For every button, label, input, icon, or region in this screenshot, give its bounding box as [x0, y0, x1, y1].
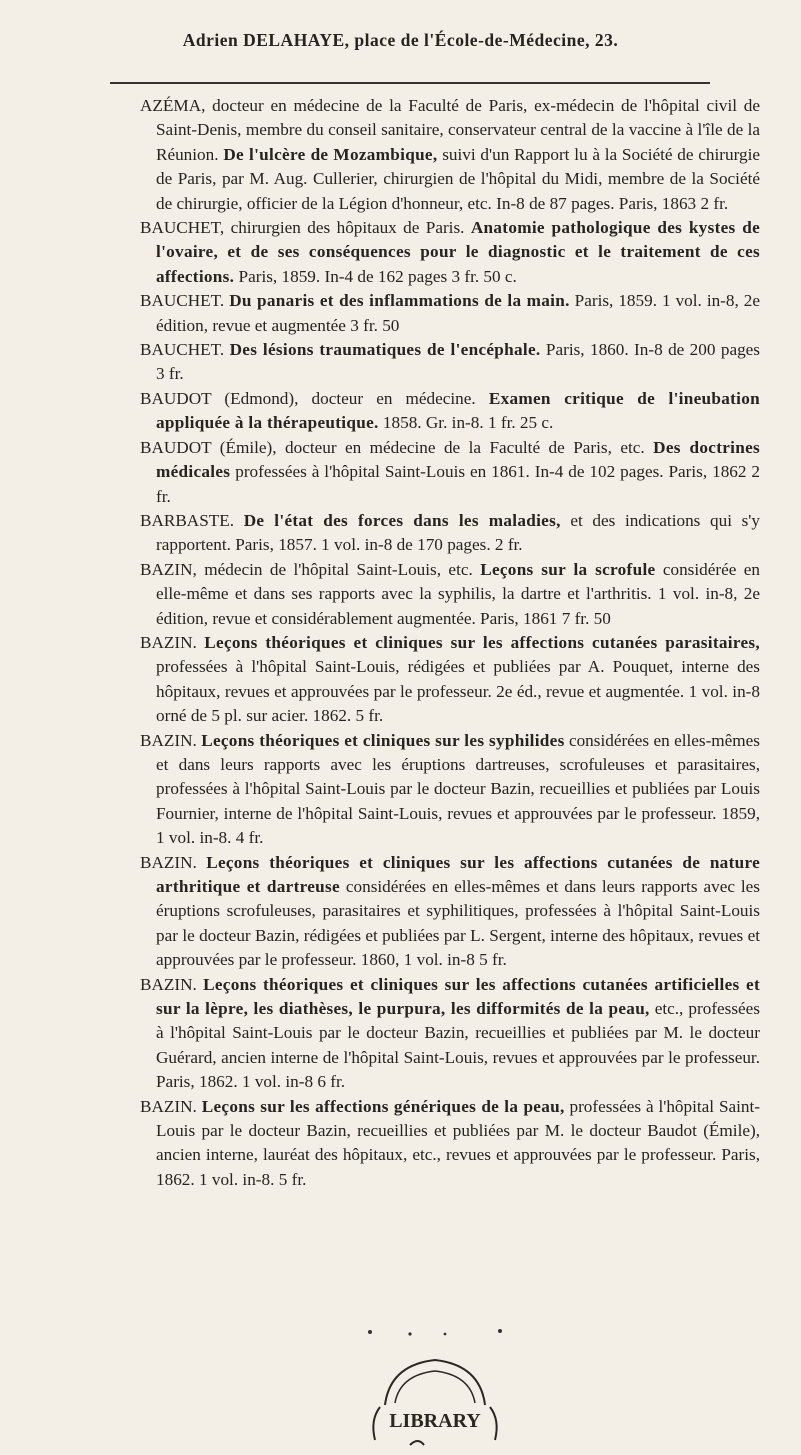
entry-price: 5 fr.: [355, 706, 384, 726]
entry-description: (Émile), docteur en médecine de la Faculté de Paris, etc.: [211, 437, 654, 457]
entry-author: BAUCHET.: [140, 291, 225, 311]
page-header: Adrien DELAHAYE, place de l'École-de-Médecine, 23.: [182, 30, 619, 50]
entry-description: docteur en médecine de la Faculté de Paris, ex-médecin de l'hôpital civil de Saint-Denis, membre du conseil sanitaire, conservateur central de la vaccine à l'île de la Réunion.: [156, 96, 760, 164]
entry-details: professées à l'hôpital Saint-Louis en 1861. In-4 de 102 pages. Paris, 1862: [230, 462, 747, 482]
stamp-label: LIBRARY: [389, 1410, 481, 1432]
entry-title: Anatomie pathologique des kystes de l'ovaire, et de ses conséquences pour le diagnostic et le traitement de ces affections.: [156, 218, 760, 286]
entry-details: professées à l'hôpital Saint-Louis, rédigées et publiées par A. Pouquet, interne des hôpitaux, revues et approuvées par le professeur. 2e éd., revue et augmentée. 1 vol. in-8 orné de 5 pl. sur acier. 1862.: [156, 657, 760, 726]
header-rule: [110, 82, 710, 84]
entry-author: BAZIN.: [140, 632, 197, 652]
entry-author: BAZIN.: [140, 974, 197, 994]
entry-title: Du panaris et des inflammations de la main.: [229, 291, 570, 311]
entry-details: professées à l'hôpital Saint-Louis par le docteur Bazin, recueillies et publiées par M. le docteur Baudot (Émile), ancien interne, lauréat des hôpitaux, etc., revues et approuvées par le professeur. Paris, 1862. 1 vol. in-8.: [156, 1096, 761, 1189]
entry-description: chirurgien des hôpitaux de Paris.: [224, 218, 471, 238]
entry-price: 3 fr. 50: [350, 315, 400, 335]
entry-author: BAZIN.: [140, 730, 197, 750]
catalogue-entry: [140, 631, 760, 729]
ink-marks: [350, 1322, 520, 1342]
entry-title: Leçons sur la scrofule: [480, 559, 656, 579]
catalogue-entry: [140, 94, 760, 216]
entry-details: Paris, 1860. In-8 de 200 pages: [540, 340, 760, 360]
entry-title: Examen critique de l'ineubation appliquée à la thérapeutique.: [156, 388, 760, 433]
entry-price: 1 fr. 25 c.: [487, 413, 554, 433]
entry-title: De l'ulcère de Mozambique,: [223, 144, 438, 164]
entry-title: Leçons théoriques et cliniques sur les affections cutanées de nature arthritique et dartreuse: [156, 852, 761, 896]
entry-author: AZÉMA,: [140, 96, 206, 115]
entry-details: considérées en elles-mêmes et dans leurs rapports avec les éruptions scrofuleuses, parasitaires et syphilitiques, professées à l'hôpital Saint-Louis par le docteur Bazin, rédigées et publiées par L. Sergent, interne des hôpitaux, revues et approuvées par le professeur. 1860, 1 vol. in-8: [156, 877, 760, 970]
entry-description: (Edmond), docteur en médecine.: [211, 388, 489, 408]
catalogue-entry: [140, 973, 760, 1095]
catalogue-entry: [140, 851, 760, 973]
entry-author: BAZIN,: [140, 559, 197, 579]
library-stamp-icon: [340, 1345, 530, 1455]
entry-details: Paris, 1859. 1 vol. in-8, 2e édition, revue et augmentée: [156, 291, 761, 335]
entry-description: médecin de l'hôpital Saint-Louis, etc.: [196, 559, 481, 579]
entry-title: Leçons théoriques et cliniques sur les syphilides: [201, 730, 565, 750]
entry-details: considérées en elles-mêmes et dans leurs rapports avec les éruptions dartreuses, scrofuleuses et parasitaires, professées à l'hôpital Saint-Louis par le docteur Bazin, recueillies et publiées par Louis Fournier, interne de l'hôpital Saint-Louis, revues et approuvées par le professeur. 1859, 1 vol. in-8.: [156, 730, 760, 848]
catalogue-entry: [140, 436, 760, 509]
entry-details: 1858. Gr. in-8.: [378, 413, 484, 433]
entry-description: [197, 853, 206, 872]
entry-title: Des doctrines médicales: [156, 437, 760, 482]
entry-description: [234, 511, 244, 530]
entry-author: BAUDOT: [140, 388, 212, 408]
entry-author: BAUCHET.: [140, 340, 225, 360]
entry-price: 7 fr. 50: [561, 608, 611, 628]
entry-title: Leçons sur les affections génériques de la peau,: [201, 1096, 565, 1116]
entry-title: De l'état des forces dans les maladies,: [243, 510, 561, 530]
entry-title: Des lésions traumatiques de l'encéphale.: [229, 340, 541, 360]
entry-author: BAUDOT: [140, 437, 212, 457]
catalogue-entry: [140, 289, 760, 338]
catalogue-entries: [140, 94, 760, 1192]
entry-price: 2 fr.: [700, 193, 729, 213]
catalogue-entry: [140, 216, 760, 289]
entry-details: etc., professées à l'hôpital Saint-Louis par le docteur Bazin, recueillies et publiées par M. le docteur Guérard, ancien interne de l'hôpital Saint-Louis, revues et approuvées par le professeur. Paris, 1862. 1 vol. in-8: [156, 999, 760, 1092]
entry-price: 2 fr.: [494, 535, 523, 555]
entry-price: 5 fr.: [479, 950, 507, 970]
entry-author: BARBASTE.: [140, 510, 235, 530]
entry-title: Leçons théoriques et cliniques sur les affections cutanées artificielles et sur la lèpre, les diathèses, le purpura, les difformités de la peau,: [156, 974, 761, 1019]
entry-price: 2 fr.: [156, 462, 761, 506]
entry-details: et des indications qui s'y rapportent. Paris, 1857. 1 vol. in-8 de 170 pages.: [156, 510, 760, 555]
entry-title: Leçons théoriques et cliniques sur les affections cutanées parasitaires,: [204, 632, 760, 652]
entry-details: suivi d'un Rapport lu à la Société de chirurgie de Paris, par M. Aug. Cullerier, chirurgien de l'hôpital du Midi, membre de la Société de chirurgie, officier de la Légion d'honneur, etc. In-8 de 87 pages. Paris, 1863: [156, 144, 760, 213]
entry-price: 3 fr. 50 c.: [451, 266, 517, 286]
entry-price: 5 fr.: [278, 1169, 307, 1189]
entry-details: considérée en elle-même et dans ses rapports avec la syphilis, la dartre et l'arthritis. 1 vol. in-8, 2e édition, revue et considérablement augmentée. Paris, 1861: [156, 559, 760, 628]
entry-author: BAZIN.: [140, 1096, 197, 1116]
catalogue-entry: [140, 558, 760, 631]
catalogue-entry: [140, 509, 760, 558]
catalogue-entry: [140, 729, 760, 851]
entry-author: BAZIN.: [140, 852, 197, 872]
entry-details: Paris, 1859. In-4 de 162 pages: [234, 266, 448, 286]
catalogue-entry: [140, 338, 760, 387]
entry-price: 6 fr.: [317, 1072, 346, 1092]
catalogue-entry: [140, 387, 760, 436]
entry-price: 4 fr.: [235, 828, 264, 848]
catalogue-entry: [140, 1095, 760, 1193]
entry-price: 3 fr.: [156, 364, 184, 384]
entry-author: BAUCHET,: [140, 218, 225, 238]
